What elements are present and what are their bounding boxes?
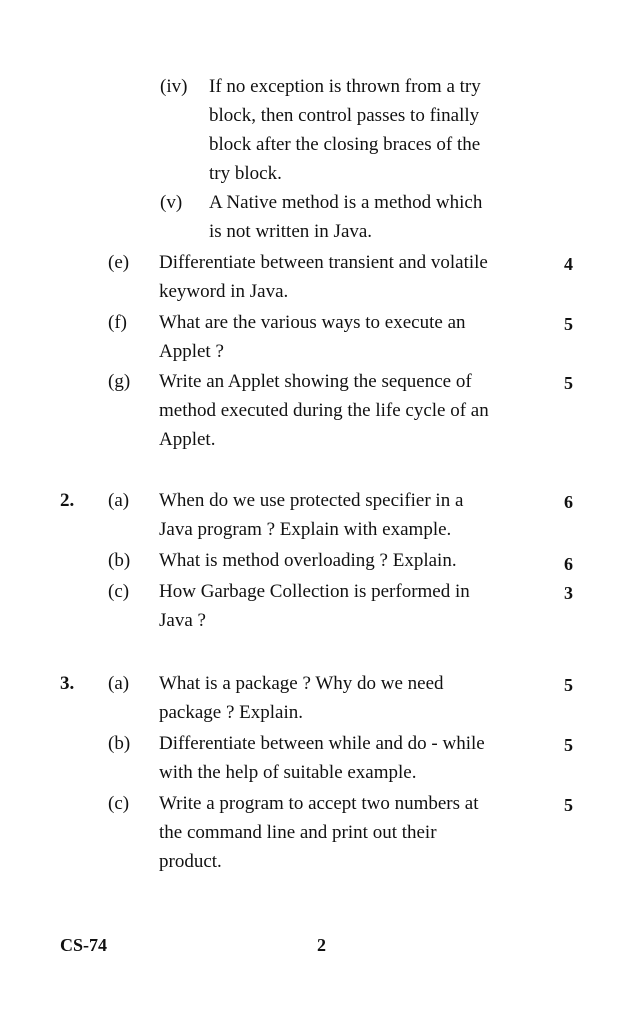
q2-part-a-line-1: When do we use protected specifier in a <box>159 490 464 511</box>
q3-part-b-line-2: with the help of suitable example. <box>159 762 417 783</box>
subpart-iv-line-3: block after the closing braces of the <box>209 134 481 155</box>
subpart-iv-line-2: block, then control passes to finally <box>209 105 480 126</box>
q3-part-b-marks: 5 <box>564 735 573 755</box>
subpart-iv-label: (iv) <box>160 76 188 97</box>
q2-part-a-marks: 6 <box>564 492 573 512</box>
subpart-v-label: (v) <box>160 192 183 213</box>
part-f-label: (f) <box>108 312 127 333</box>
subpart-v-line-2: is not written in Java. <box>209 221 373 242</box>
part-e-marks: 4 <box>564 254 573 274</box>
part-g-line-3: Applet. <box>159 429 216 450</box>
part-g-line-1: Write an Applet showing the sequence of <box>159 371 472 392</box>
part-g-label: (g) <box>108 371 131 392</box>
q3-part-c-label: (c) <box>108 793 130 814</box>
q3-part-b-label: (b) <box>108 733 131 754</box>
subpart-v-line-1: A Native method is a method which <box>209 192 483 213</box>
q2-part-a-line-2: Java program ? Explain with example. <box>159 519 452 540</box>
part-f-line-1: What are the various ways to execute an <box>159 312 466 333</box>
q2-part-c-label: (c) <box>108 581 130 602</box>
part-g-line-2: method executed during the life cycle of an <box>159 400 489 421</box>
course-code: CS-74 <box>60 935 108 955</box>
part-e-line-1: Differentiate between transient and volatile <box>159 252 488 273</box>
subpart-iv-line-4: try block. <box>209 163 282 184</box>
part-e-line-2: keyword in Java. <box>159 281 289 302</box>
part-f-marks: 5 <box>564 314 573 334</box>
q3-part-c-marks: 5 <box>564 795 573 815</box>
q3-part-a-line-1: What is a package ? Why do we need <box>159 673 444 694</box>
subpart-iv-line-1: If no exception is thrown from a try <box>209 76 481 97</box>
part-f-line-2: Applet ? <box>159 341 224 362</box>
q3-part-a-label: (a) <box>108 673 130 694</box>
q3-part-b-line-1: Differentiate between while and do - while <box>159 733 485 754</box>
q3-part-c-line-1: Write a program to accept two numbers at <box>159 793 479 814</box>
question-2-number: 2. <box>60 490 75 511</box>
page-number: 2 <box>317 935 326 955</box>
q2-part-c-line-1: How Garbage Collection is performed in <box>159 581 470 602</box>
q3-part-a-line-2: package ? Explain. <box>159 702 304 723</box>
q2-part-b-label: (b) <box>108 550 131 571</box>
question-3-number: 3. <box>60 673 75 694</box>
q2-part-c-line-2: Java ? <box>159 610 206 631</box>
q3-part-c-line-2: the command line and print out their <box>159 822 437 843</box>
q2-part-a-label: (a) <box>108 490 130 511</box>
q2-part-b-marks: 6 <box>564 554 573 574</box>
q2-part-b-line-1: What is method overloading ? Explain. <box>159 550 457 571</box>
q3-part-a-marks: 5 <box>564 675 573 695</box>
q3-part-c-line-3: product. <box>159 851 222 872</box>
q2-part-c-marks: 3 <box>564 583 573 603</box>
part-g-marks: 5 <box>564 373 573 393</box>
part-e-label: (e) <box>108 252 130 273</box>
